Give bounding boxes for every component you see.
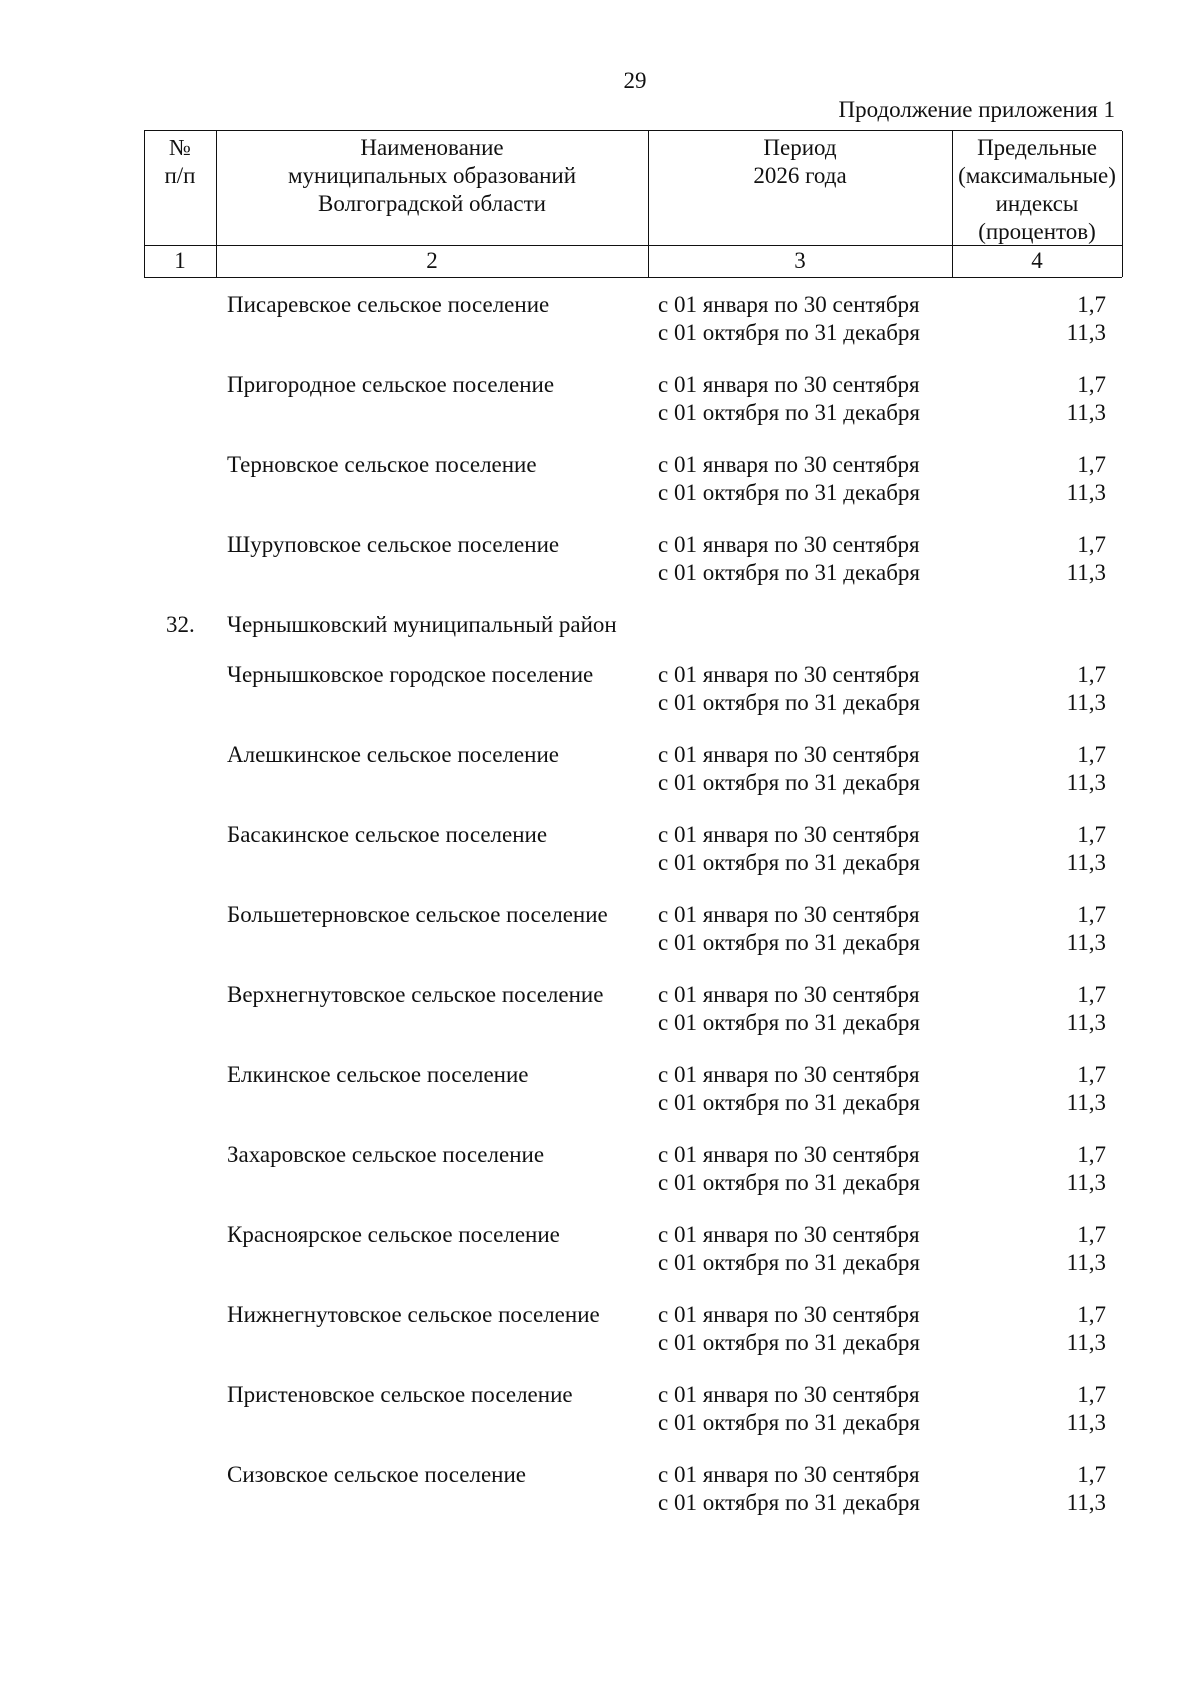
table-row [144,661,1122,741]
index-value: 11,3 [1066,690,1106,715]
index-value: 1,7 [1077,1142,1106,1167]
table-row [144,1461,1122,1541]
index-value: 11,3 [1066,400,1106,425]
period-text: с 01 января по 30 сентября [658,1062,920,1087]
table-row [144,451,1122,531]
period-cell [658,531,920,587]
column-divider [648,131,649,277]
municipality-name: Большетерновское сельское поселение [227,902,608,927]
header-number: № п/п [164,135,196,188]
period-cell [658,821,920,877]
column-divider [952,131,953,277]
index-value-cell [952,1141,1106,1197]
table-row [144,531,1122,611]
continuation-label: Продолжение приложения 1 [838,97,1115,122]
column-number-3: 3 [648,245,952,278]
index-value-cell [952,1381,1106,1437]
district-row [144,611,1122,661]
index-value: 1,7 [1077,982,1106,1007]
period-cell [658,291,920,347]
index-value-cell [952,1301,1106,1357]
table-row [144,291,1122,371]
index-value: 11,3 [1066,1170,1106,1195]
municipality-name: Чернышковское городское поселение [227,662,594,687]
column-number-1: 1 [144,245,216,278]
period-cell [658,1141,920,1197]
municipality-name: Верхнегнутовское сельское поселение [227,982,604,1007]
municipality-name: Пригородное сельское поселение [227,372,555,397]
index-value-cell [952,981,1106,1037]
index-value: 1,7 [1077,1462,1106,1487]
period-text: с 01 января по 30 сентября [658,662,920,687]
index-value: 1,7 [1077,1062,1106,1087]
period-cell [658,451,920,507]
period-cell [658,1061,920,1117]
period-text: с 01 января по 30 сентября [658,822,920,847]
period-text: с 01 января по 30 сентября [658,982,920,1007]
index-value-cell [952,1221,1106,1277]
period-cell [658,1301,920,1357]
index-value-cell [952,1061,1106,1117]
period-text: с 01 октября по 31 декабря [658,560,920,585]
municipality-name: Шуруповское сельское поселение [227,532,560,557]
table-header [144,130,1122,278]
index-value: 1,7 [1077,822,1106,847]
period-text: с 01 января по 30 сентября [658,372,920,397]
table-row [144,1381,1122,1461]
header-max-index: Предельные (максимальные) индексы (процентов) [958,135,1116,244]
index-value-cell [952,821,1106,877]
index-value: 1,7 [1077,372,1106,397]
index-value: 11,3 [1066,1330,1106,1355]
period-text: с 01 октября по 31 декабря [658,480,920,505]
index-value: 1,7 [1077,1302,1106,1327]
period-text: с 01 октября по 31 декабря [658,1090,920,1115]
index-value: 11,3 [1066,560,1106,585]
index-value: 1,7 [1077,292,1106,317]
municipality-name: Нижнегнутовское сельское поселение [227,1302,600,1327]
index-value-cell [952,741,1106,797]
index-value: 11,3 [1066,320,1106,345]
period-text: с 01 октября по 31 декабря [658,1170,920,1195]
period-text: с 01 октября по 31 декабря [658,850,920,875]
period-cell [658,371,920,427]
row-number: 32. [166,612,195,637]
table-row [144,371,1122,451]
municipality-name: Пристеновское сельское поселение [227,1382,573,1407]
period-text: с 01 января по 30 сентября [658,452,920,477]
index-value: 11,3 [1066,930,1106,955]
index-value: 11,3 [1066,1090,1106,1115]
table-row [144,1301,1122,1381]
header-period: Период 2026 года [753,135,847,188]
period-text: с 01 января по 30 сентября [658,532,920,557]
period-text: с 01 октября по 31 декабря [658,1330,920,1355]
column-divider [144,131,145,277]
column-number-4: 4 [952,245,1122,278]
index-value-cell [952,531,1106,587]
period-text: с 01 октября по 31 декабря [658,1010,920,1035]
municipality-name: Сизовское сельское поселение [227,1462,526,1487]
index-value: 1,7 [1077,902,1106,927]
period-text: с 01 января по 30 сентября [658,1302,920,1327]
index-value: 1,7 [1077,532,1106,557]
table-row [144,1061,1122,1141]
column-divider [1122,131,1123,277]
column-divider [216,131,217,277]
period-text: с 01 октября по 31 декабря [658,1410,920,1435]
table-row [144,901,1122,981]
table-row [144,821,1122,901]
period-text: с 01 января по 30 сентября [658,1462,920,1487]
index-value: 11,3 [1066,1010,1106,1035]
table-row [144,1141,1122,1221]
period-text: с 01 января по 30 сентября [658,292,920,317]
period-text: с 01 января по 30 сентября [658,742,920,767]
period-cell [658,741,920,797]
index-value: 1,7 [1077,1222,1106,1247]
period-text: с 01 января по 30 сентября [658,902,920,927]
index-value-cell [952,1461,1106,1517]
index-value-cell [952,901,1106,957]
page-number: 29 [623,68,647,93]
table-row [144,981,1122,1061]
index-value-cell [952,661,1106,717]
index-value: 11,3 [1066,1410,1106,1435]
period-text: с 01 января по 30 сентября [658,1382,920,1407]
period-text: с 01 октября по 31 декабря [658,1250,920,1275]
index-value-cell [952,371,1106,427]
column-number-2: 2 [216,245,648,278]
municipality-name: Елкинское сельское поселение [227,1062,529,1087]
period-text: с 01 октября по 31 декабря [658,930,920,955]
table-row [144,1221,1122,1301]
index-value: 1,7 [1077,662,1106,687]
municipality-name: Писаревское сельское поселение [227,292,550,317]
index-value: 1,7 [1077,742,1106,767]
municipality-name: Чернышковский муниципальный район [227,612,617,637]
period-cell [658,901,920,957]
index-value: 1,7 [1077,1382,1106,1407]
index-value: 11,3 [1066,850,1106,875]
period-text: с 01 октября по 31 декабря [658,770,920,795]
period-cell [658,1461,920,1517]
municipality-name: Алешкинское сельское поселение [227,742,559,767]
period-cell [658,661,920,717]
period-cell [658,981,920,1037]
period-text: с 01 января по 30 сентября [658,1222,920,1247]
period-text: с 01 октября по 31 декабря [658,690,920,715]
index-value-cell [952,291,1106,347]
index-value-cell [952,451,1106,507]
period-cell [658,1221,920,1277]
period-text: с 01 октября по 31 декабря [658,400,920,425]
index-value: 11,3 [1066,1250,1106,1275]
table-row [144,741,1122,821]
table-body [144,291,1122,1541]
index-value: 11,3 [1066,770,1106,795]
index-value: 1,7 [1077,452,1106,477]
index-value: 11,3 [1066,1490,1106,1515]
index-value: 11,3 [1066,480,1106,505]
period-text: с 01 января по 30 сентября [658,1142,920,1167]
header-municipality-name: Наименование муниципальных образований Волгоградской области [287,135,577,216]
period-text: с 01 октября по 31 декабря [658,1490,920,1515]
tariff-index-table [144,130,1122,1541]
municipality-name: Басакинское сельское поселение [227,822,548,847]
period-cell [658,1381,920,1437]
municipality-name: Захаровское сельское поселение [227,1142,545,1167]
period-text: с 01 октября по 31 декабря [658,320,920,345]
municipality-name: Красноярское сельское поселение [227,1222,560,1247]
municipality-name: Терновское сельское поселение [227,452,537,477]
